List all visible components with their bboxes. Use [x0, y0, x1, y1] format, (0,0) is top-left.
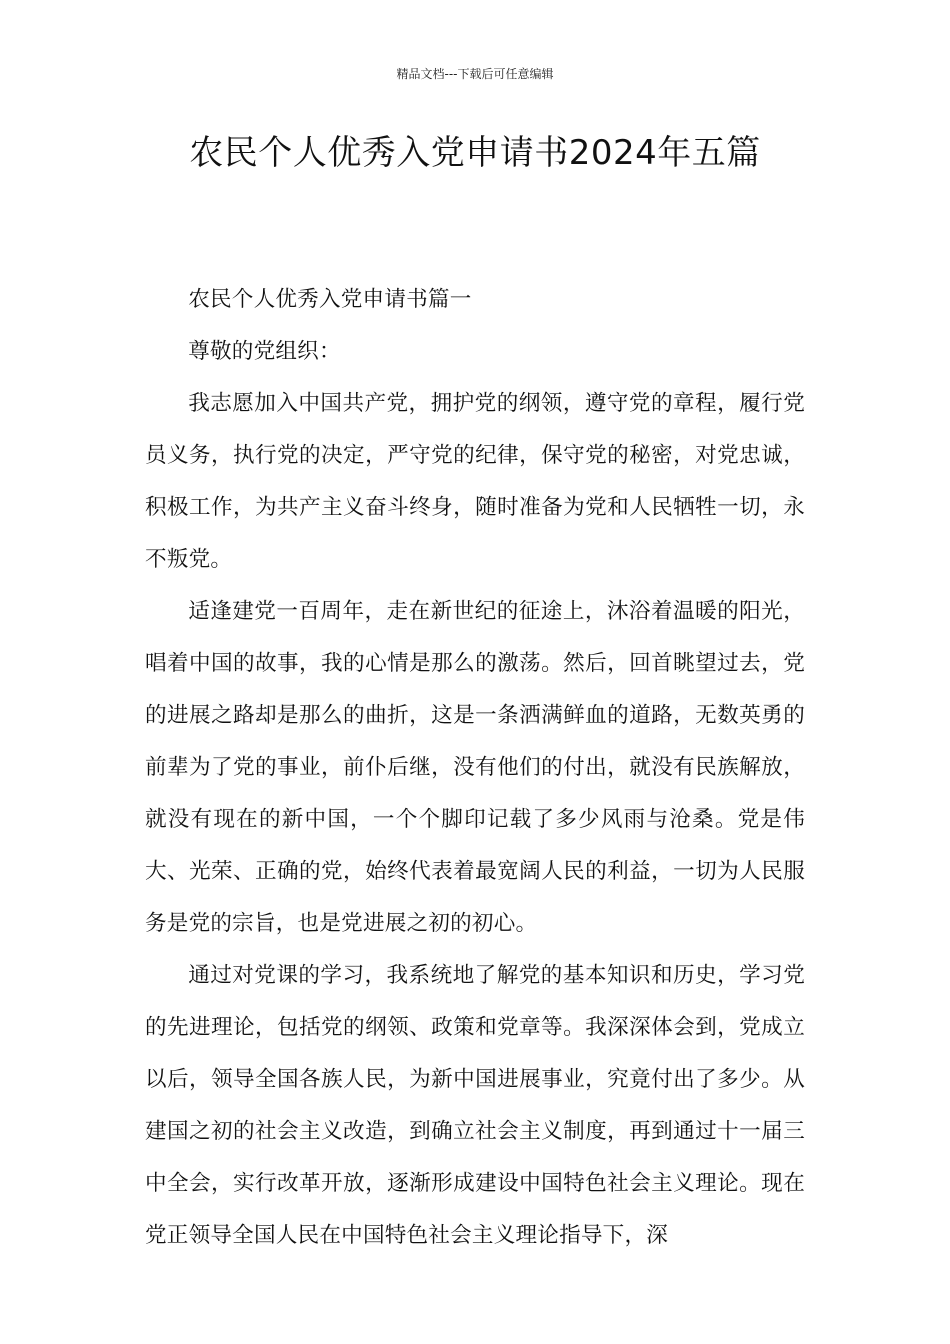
document-body [145, 274, 805, 1262]
salutation: 尊敬的党组织： [188, 339, 341, 364]
paragraph: 通过对党课的学习，我系统地了解党的基本知识和历史，学习党的先进理论，包括党的纲领、政策和党章等。我深深体会到，党成立以后，领导全国各族人民，为新中国进展事业，究竟付出了多少。从建国之初的社会主义改造，到确立社会主义制度，再到通过十一届三中全会，实行改革开放，逐渐形成建设中国特色社会主义理论。现在党正领导全国人民在中国特色社会主义理论指导下，深 [145, 963, 805, 1248]
paragraph: 我志愿加入中国共产党，拥护党的纲领，遵守党的章程，履行党员义务，执行党的决定，严守党的纪律，保守党的秘密，对党忠诚，积极工作，为共产主义奋斗终身，随时准备为党和人民牺牲一切，永不叛党。 [145, 391, 805, 572]
document-title: 农民个人优秀入党申请书2024年五篇 [189, 133, 761, 173]
section-heading: 农民个人优秀入党申请书篇一 [188, 287, 472, 312]
header-note: 精品文档---下载后可任意编辑 [396, 67, 554, 81]
paragraph: 适逢建党一百周年，走在新世纪的征途上，沐浴着温暖的阳光，唱着中国的故事，我的心情是那么的激荡。然后，回首眺望过去，党的进展之路却是那么的曲折，这是一条洒满鲜血的道路，无数英勇的前辈为了党的事业，前仆后继，没有他们的付出，就没有民族解放，就没有现在的新中国，一个个脚印记载了多少风雨与沧桑。党是伟大、光荣、正确的党，始终代表着最宽阔人民的利益，一切为人民服务是党的宗旨，也是党进展之初的初心。 [145, 599, 805, 936]
